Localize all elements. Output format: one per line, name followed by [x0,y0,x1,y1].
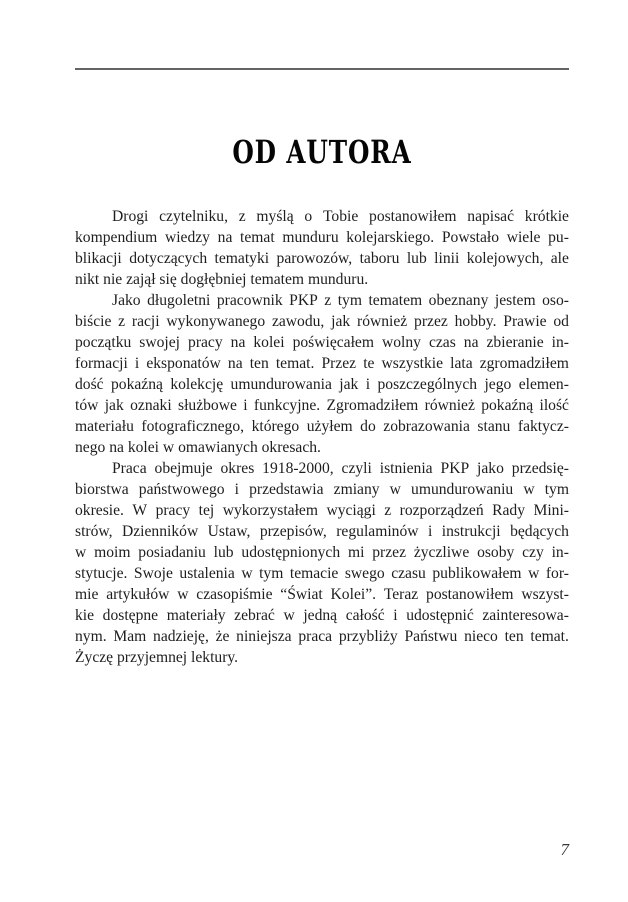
text-line: strów, Dzienników Ustaw, przepisów, regulaminów i instrukcji będących [75,523,569,540]
text-line: materiału fotograficznego, którego użyłem do zobrazowania stanu faktycz- [75,418,569,435]
body-text [75,206,569,668]
page-title: OD AUTORA [232,134,412,171]
text-line: biorstwa państwowego i przedstawia zmiany w umundurowaniu w tym [75,481,569,498]
text-line: Drogi czytelniku, z myślą o Tobie postanowiłem napisać krótkie [112,208,569,225]
text-line: mie artykułów w czasopiśmie “Świat Kolei”. Teraz postanowiłem wszyst- [75,586,569,603]
text-line: dość pokaźną kolekcję umundurowania jak i poszczególnych jego elemen- [75,376,569,393]
text-line: kie dostępne materiały zebrać w jedną całość i udostępnić zainteresowa- [75,607,569,624]
text-line: nikt nie zajął się dogłębniej tematem munduru. [75,271,369,288]
text-line: Jako długoletni pracownik PKP z tym tematem obeznany jestem oso- [112,292,569,309]
text-line: nego na kolei w omawianych okresach. [75,439,321,456]
text-line: formacji i eksponatów na ten temat. Przez te wszystkie lata zgromadziłem [75,355,569,372]
text-line: Praca obejmuje okres 1918-2000, czyli istnienia PKP jako przedsię- [112,460,569,477]
paragraph [75,290,569,458]
text-line: w moim posiadaniu lub udostępnionych mi przez życzliwe osoby czy in- [75,544,569,561]
text-line: początku swojej pracy na kolei poświęcałem wolny czas na zbieranie in- [75,334,569,351]
text-line: stytucje. Swoje ustalenia w tym temacie swego czasu publikowałem w for- [75,565,569,582]
text-line: biście z racji wykonywanego zawodu, jak również przez hobby. Prawie od [75,313,569,330]
paragraph [75,206,569,290]
page-number: 7 [560,840,569,859]
text-line: Życzę przyjemnej lektury. [75,649,239,666]
text-line: tów jak oznaki służbowe i funkcyjne. Zgromadziłem również pokaźną ilość [75,397,569,414]
paragraph [75,458,569,668]
text-line: kompendium wiedzy na temat munduru kolejarskiego. Powstało wiele pu- [75,229,569,246]
text-line: nym. Mam nadzieję, że niniejsza praca przybliży Państwu nieco ten temat. [75,628,569,645]
header-rule [75,68,569,70]
text-line: okresie. W pracy tej wykorzystałem wyciągi z rozporządzeń Rady Mini- [75,502,569,519]
text-line: blikacji dotyczących tematyki parowozów, taboru lub linii kolejowych, ale [75,250,569,267]
